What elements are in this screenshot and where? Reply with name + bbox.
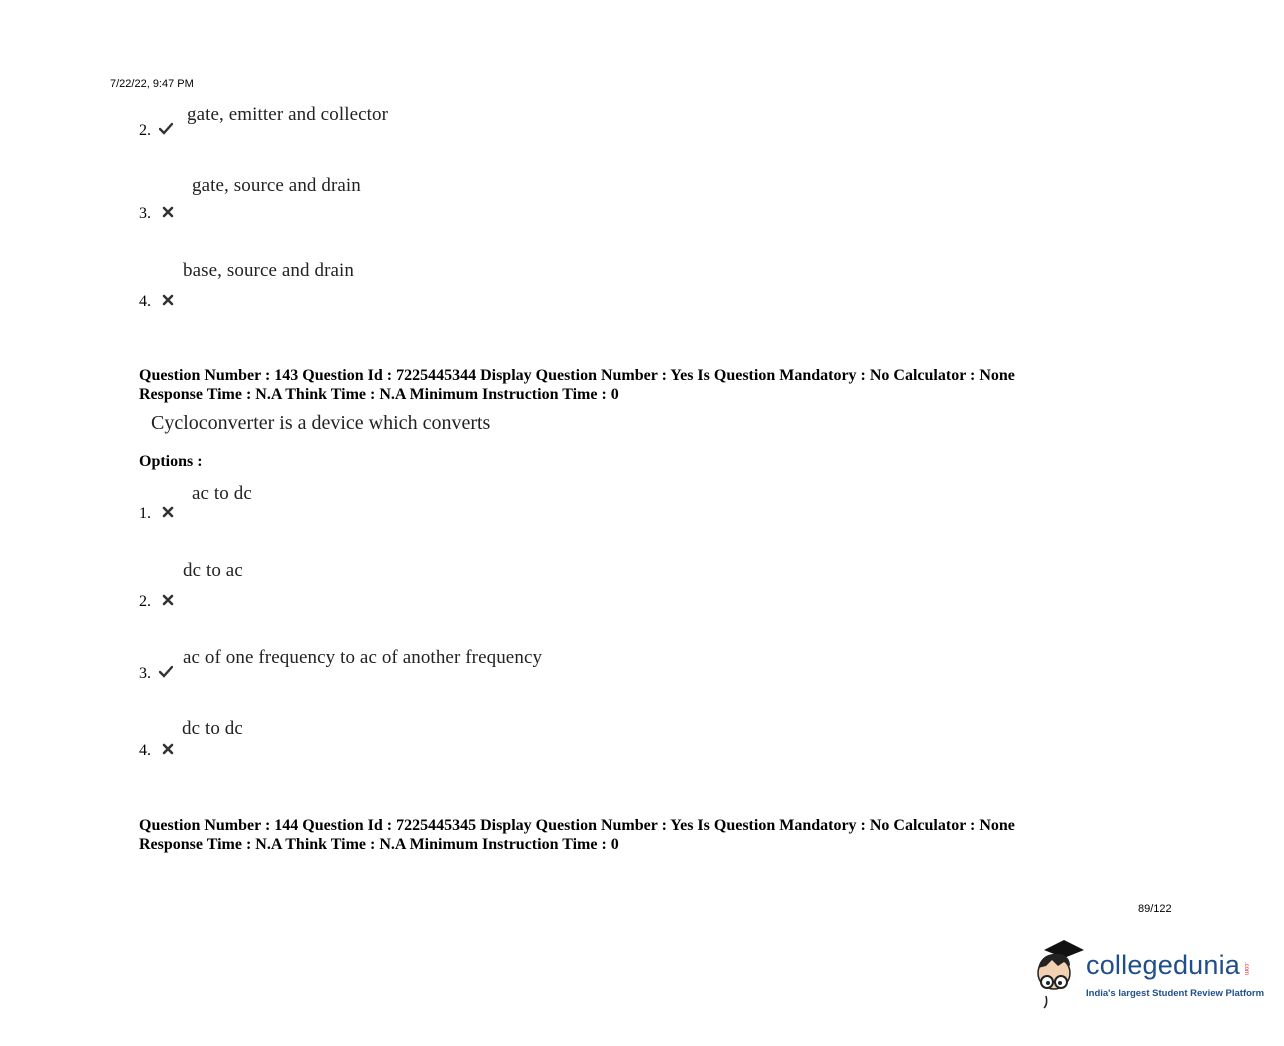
brand-name: collegedunia <box>1086 950 1241 980</box>
option-number: 4. <box>139 742 175 760</box>
cross-icon <box>161 593 175 607</box>
question-stem: Cycloconverter is a device which converts <box>151 412 491 434</box>
question-meta-line: Question Number : 144 Question Id : 7225445345 Display Question Number : Yes Is Question Mandatory : No Calculator : None <box>139 817 1015 834</box>
option-number: 3. <box>139 665 173 683</box>
check-icon <box>159 122 173 136</box>
option-number: 3. <box>139 205 175 223</box>
print-timestamp: 7/22/22, 9:47 PM <box>110 78 194 90</box>
option-text: gate, emitter and collector <box>187 104 389 125</box>
cross-icon <box>161 742 175 756</box>
check-icon <box>159 665 173 679</box>
option-text: dc to dc <box>182 718 243 739</box>
option-text: dc to ac <box>183 560 243 581</box>
option-text: ac of one frequency to ac of another frequency <box>183 647 543 668</box>
brand-tagline: India's largest Student Review Platform <box>1086 988 1265 999</box>
question-meta-line: Response Time : N.A Think Time : N.A Minimum Instruction Time : 0 <box>139 386 619 403</box>
option-number: 1. <box>139 505 175 523</box>
option-text: gate, source and drain <box>192 175 361 196</box>
cross-icon <box>161 505 175 519</box>
question-meta-line: Question Number : 143 Question Id : 7225445344 Display Question Number : Yes Is Question Mandatory : No Calculator : None <box>139 367 1015 384</box>
cross-icon <box>161 293 175 307</box>
cross-icon <box>161 205 175 219</box>
option-text: ac to dc <box>192 483 252 504</box>
option-text: base, source and drain <box>183 260 355 281</box>
option-number: 2. <box>139 593 175 611</box>
page-number: 89/122 <box>1138 903 1172 915</box>
brand-suffix: .com <box>1243 962 1249 976</box>
options-label: Options : <box>139 453 203 470</box>
option-number: 4. <box>139 293 175 311</box>
question-meta-line: Response Time : N.A Think Time : N.A Minimum Instruction Time : 0 <box>139 836 619 853</box>
option-number: 2. <box>139 122 173 140</box>
